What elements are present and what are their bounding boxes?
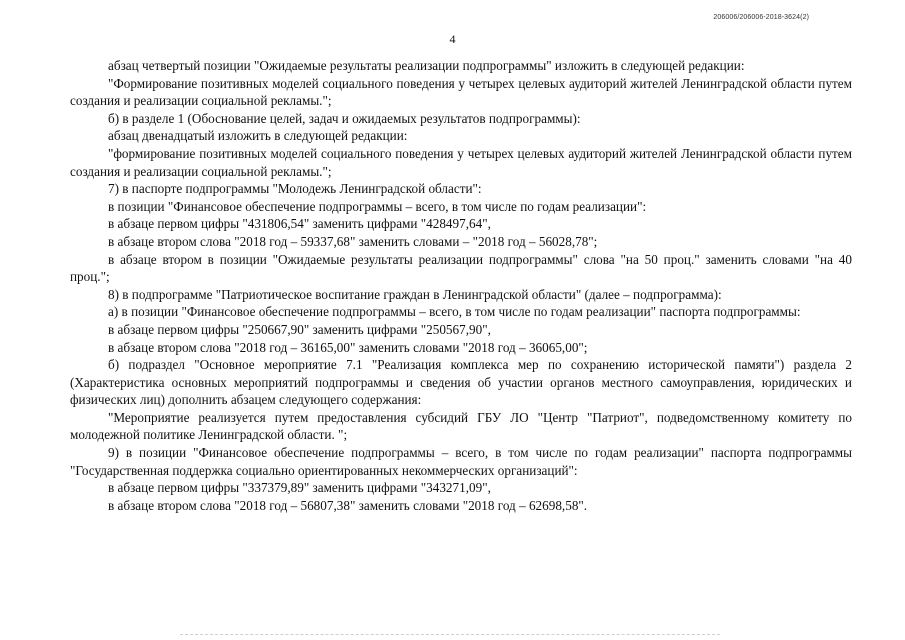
document-body — [70, 57, 852, 514]
paragraph: в абзаце втором слова "2018 год – 59337,68" заменить словами – "2018 год – 56028,78"; — [108, 233, 598, 249]
paragraph: "формирование позитивных моделей социального поведения у четырех целевых аудиторий жителей Ленинградской области путем создания и реализации социальной рекламы."; — [70, 145, 852, 179]
paragraph: абзац четвертый позиции "Ожидаемые результаты реализации подпрограммы" изложить в следующей редакции: — [108, 58, 745, 73]
paragraph: в абзаце первом цифры "337379,89" заменить цифрами "343271,09", — [108, 480, 491, 496]
paragraph: в позиции "Финансовое обеспечение подпрограммы – всего, в том числе по годам реализации": — [108, 198, 647, 214]
paragraph: в абзаце втором слова "2018 год – 36165,00" заменить словами "2018 год – 36065,00"; — [108, 339, 588, 355]
paragraph: абзац двенадцатый изложить в следующей редакции: — [108, 128, 408, 144]
paragraph: 8) в подпрограмме "Патриотическое воспитание граждан в Ленинградской области" (далее – подпрограмма): — [108, 286, 722, 302]
scan-edge-divider — [180, 634, 720, 636]
paragraph: б) в разделе 1 (Обоснование целей, задач и ожидаемых результатов подпрограммы): — [108, 110, 581, 126]
paragraph: а) в позиции "Финансовое обеспечение подпрограммы – всего, в том числе по годам реализации" паспорта подпрограммы: — [108, 304, 801, 320]
paragraph: "Мероприятие реализуется путем предоставления субсидий ГБУ ЛО "Центр "Патриот", подведомственному комитету по молодежной политике Ленинградской области. "; — [70, 409, 852, 443]
page-number: 4 — [449, 32, 456, 46]
paragraph: 9) в позиции "Финансовое обеспечение подпрограммы – всего, в том числе по годам реализации" паспорта подпрограммы "Государственная поддержка социально ориентированных некоммерческих организаций": — [70, 445, 852, 478]
paragraph: "Формирование позитивных моделей социального поведения у четырех целевых аудиторий жителей Ленинградской области путем создания и реализации социальной рекламы."; — [70, 75, 852, 109]
paragraph: в абзаце первом цифры "431806,54" заменить цифрами "428497,64", — [108, 216, 491, 232]
paragraph: в абзаце втором в позиции "Ожидаемые результаты реализации подпрограммы" слова "на 50 проц." заменить словами "на 40 проц."; — [70, 251, 852, 285]
paragraph: б) подраздел "Основное мероприятие 7.1 "Реализация комплекса мер по сохранению исторической памяти") раздела 2 (Характеристика основных мероприятий подпрограммы и сведения об участии органов местного самоуправления, юридических и физических лиц) дополнить абзацем следующего содержания: — [70, 357, 852, 408]
paragraph: в абзаце первом цифры "250667,90" заменить цифрами "250567,90", — [108, 321, 491, 337]
paragraph: в абзаце втором слова "2018 год – 56807,38" заменить словами "2018 год – 62698,58". — [108, 497, 588, 513]
paragraph: 7) в паспорте подпрограммы "Молодежь Ленинградской области": — [108, 181, 482, 197]
document-id: 206006/206006-2018-3624(2) — [713, 14, 809, 21]
